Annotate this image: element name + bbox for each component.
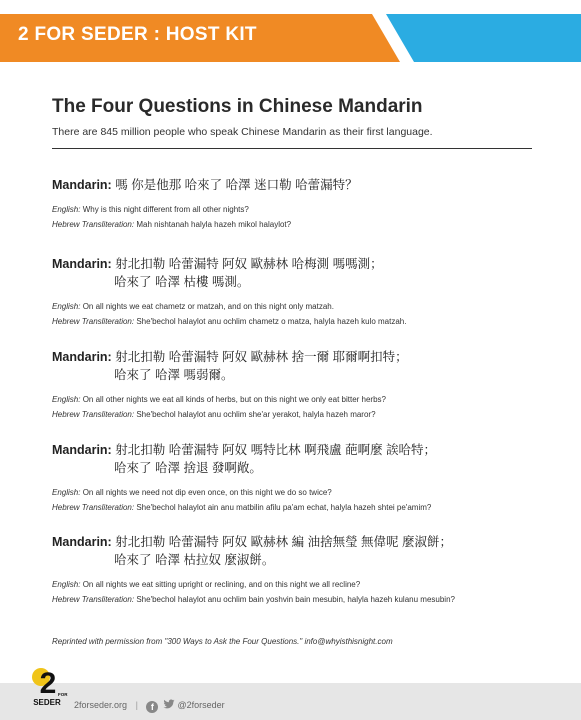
mandarin-label: Mandarin:	[52, 257, 112, 271]
footer-links	[74, 698, 225, 713]
header-banner	[0, 0, 581, 62]
facebook-icon[interactable]: f	[146, 701, 158, 713]
page-title: The Four Questions in Chinese Mandarin	[52, 96, 423, 117]
mandarin-text: 嗎 你是他那 哈來了 哈澤 迷口勒 哈蕾漏特？	[115, 178, 358, 192]
question-block	[52, 533, 542, 607]
english-text: On all nights we need not dip even once, on this night we do so twice?	[82, 488, 332, 497]
social-handle[interactable]: @2forseder	[177, 700, 225, 710]
intro-text: There are 845 million people who speak Chinese Mandarin as their first language.	[52, 126, 433, 138]
english-label: English:	[52, 205, 81, 214]
hebrew-text: Mah nishtanah halyla hazeh mikol halaylot?	[136, 220, 292, 229]
hebrew-label: Hebrew Transliteration:	[52, 410, 135, 419]
mandarin-text: 射北扣勒 哈蕾漏特 阿奴 歐赫林 編 油捨無瑩 無偉呢 麼淑餅；	[115, 535, 453, 549]
hebrew-text: She'bechol halaylot anu ochlim chametz o matza, halyla hazeh kulo matzah.	[136, 317, 407, 326]
banner-blue-band	[386, 14, 581, 62]
hebrew-label: Hebrew Transliteration:	[52, 595, 135, 604]
logo-for-text: FOR	[58, 692, 68, 697]
mandarin-label: Mandarin:	[52, 535, 112, 549]
english-text: On all other nights we eat all kinds of herbs, but on this night we only eat bitter herbs?	[82, 395, 386, 404]
english-label: English:	[52, 488, 81, 497]
hebrew-text: She'bechol halaylot anu ochlim bain yoshvin bain mesubin, halyla hazeh kulanu mesubin?	[136, 595, 455, 604]
website-link[interactable]: 2forseder.org	[74, 700, 128, 710]
2forseder-logo	[28, 662, 68, 708]
question-block	[52, 255, 542, 329]
hebrew-text: She'bechol halaylot ain anu matbilin afilu pa'am echat, halyla hazeh shtei pe'amim?	[136, 503, 432, 512]
mandarin-label: Mandarin:	[52, 350, 112, 364]
mandarin-label: Mandarin:	[52, 443, 112, 457]
mandarin-text: 射北扣勒 哈蕾漏特 阿奴 歐赫林 哈梅測 嗎嗎測；	[115, 257, 383, 271]
credit-text: Reprinted with permission from "300 Ways to Ask the Four Questions." info@whyisthisnight.com	[52, 637, 393, 646]
question-block	[52, 441, 542, 515]
question-block	[52, 176, 542, 232]
mandarin-label: Mandarin:	[52, 178, 112, 192]
english-label: English:	[52, 395, 81, 404]
english-text: On all nights we eat sitting upright or reclining, and on this night we all recline?	[82, 580, 361, 589]
hebrew-label: Hebrew Transliteration:	[52, 220, 135, 229]
divider-line	[52, 148, 532, 149]
footer-divider: |	[135, 700, 138, 710]
hebrew-label: Hebrew Transliteration:	[52, 503, 135, 512]
svg-text:2: 2	[39, 667, 57, 700]
hebrew-label: Hebrew Transliteration:	[52, 317, 135, 326]
twitter-icon[interactable]	[163, 698, 175, 710]
mandarin-text-cont: 哈來了 哈澤 枯樓 嗎測。	[114, 275, 250, 289]
mandarin-text-cont: 哈來了 哈澤 捨退 發啊敞。	[114, 461, 262, 475]
english-text: On all nights we eat chametz or matzah, and on this night only matzah.	[82, 302, 334, 311]
english-label: English:	[52, 580, 81, 589]
english-text: Why is this night different from all other nights?	[82, 205, 249, 214]
mandarin-text: 射北扣勒 哈蕾漏特 阿奴 嗎特比林 啊飛盧 葩啊麼 誒哈特；	[115, 443, 437, 457]
logo-seder-text: SEDER	[33, 698, 61, 707]
mandarin-text: 射北扣勒 哈蕾漏特 阿奴 歐赫林 捨一爾 耶爾啊扣特；	[115, 350, 408, 364]
mandarin-text-cont: 哈來了 哈澤 枯拉奴 麼淑餅。	[114, 553, 275, 567]
english-label: English:	[52, 302, 81, 311]
mandarin-text-cont: 哈來了 哈澤 嗎弱爾。	[114, 368, 234, 382]
banner-title: 2 FOR SEDER : HOST KIT	[18, 24, 257, 45]
question-block	[52, 348, 542, 422]
hebrew-text: She'bechol halaylot anu ochlim she'ar yerakot, halyla hazeh maror?	[136, 410, 376, 419]
